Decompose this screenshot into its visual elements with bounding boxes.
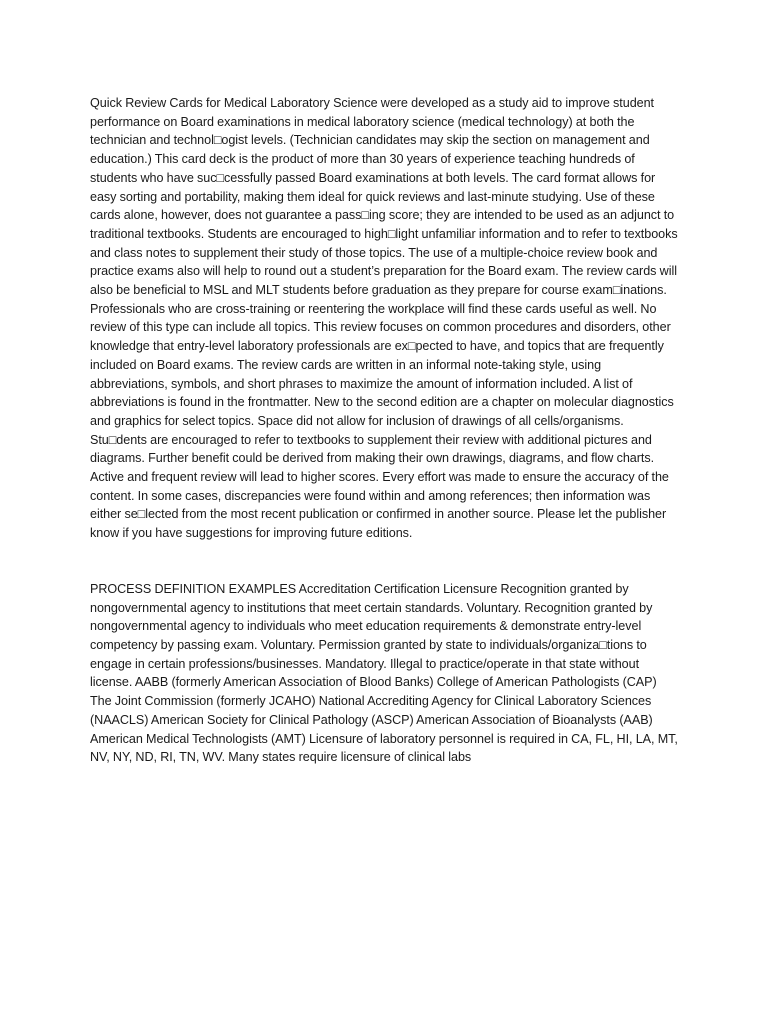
intro-paragraph: Quick Review Cards for Medical Laboratory Science were developed as a study aid to improve student performance on Board examinations in medical laboratory science (medical technology) at both the technician and technol□ogist levels. (Technician candidates may skip the section on management and education.) This card deck is the product of more than 30 years of experience teaching hundreds of students who have suc□cessfully passed Board examinations at both levels. The card format allows for easy sorting and portability, making them ideal for quick reviews and last-minute studying. Use of these cards alone, however, does not guarantee a pass□ing score; they are intended to be used as an adjunct to traditional textbooks. Students are encouraged to high□light unfamiliar information and to refer to textbooks and class notes to supplement their study of those topics. The use of a multiple-choice review book and practice exams also will help to round out a student’s preparation for the Board exam. The review cards will also be beneficial to MSL and MLT students before graduation as they prepare for course exam□inations. Professionals who are cross-training or reentering the workplace will find these cards useful as well. No review of this type can include all topics. This review focuses on common procedures and disorders, other knowledge that entry-level laboratory professionals are ex□pected to have, and topics that are frequently included on Board exams. The review cards are written in an informal note-taking style, using abbreviations, symbols, and short phrases to maximize the amount of information included. A list of abbreviations is found in the frontmatter. New to the second edition are a chapter on molecular diagnostics and graphics for select topics. Space did not allow for inclusion of drawings of all cells/organisms. Stu□dents are encouraged to refer to textbooks to supplement their review with additional pictures and diagrams. Further benefit could be derived from making their own drawings, diagrams, and flow charts. Active and frequent review will lead to higher scores. Every effort was made to ensure the accuracy of the content. In some cases, discrepancies were found within and among references; then information was either se□lected from the most recent publication or confirmed in another source. Please let the publisher know if you have suggestions for improving future editions.: [90, 96, 678, 541]
document-page: [90, 94, 678, 767]
process-definition-paragraph: PROCESS DEFINITION EXAMPLES Accreditation Certification Licensure Recognition granted by nongovernmental agency to institutions that meet certain standards. Voluntary. Recognition granted by nongovernmental agency to individuals who meet education requirements & demonstrate entry-level competency by passing exam. Voluntary. Permission granted by state to individuals/organiza□tions to engage in certain professions/businesses. Mandatory. Illegal to practice/operate in that state without license. AABB (formerly American Association of Blood Banks) College of American Pathologists (CAP) The Joint Commission (formerly JCAHO) National Accrediting Agency for Clinical Laboratory Sciences (NAACLS) American Society for Clinical Pathology (ASCP) American Association of Bioanalysts (AAB) American Medical Technologists (AMT) Licensure of laboratory personnel is required in CA, FL, HI, LA, MT, NV, NY, ND, RI, TN, WV. Many states require licensure of clinical labs: [90, 581, 678, 765]
